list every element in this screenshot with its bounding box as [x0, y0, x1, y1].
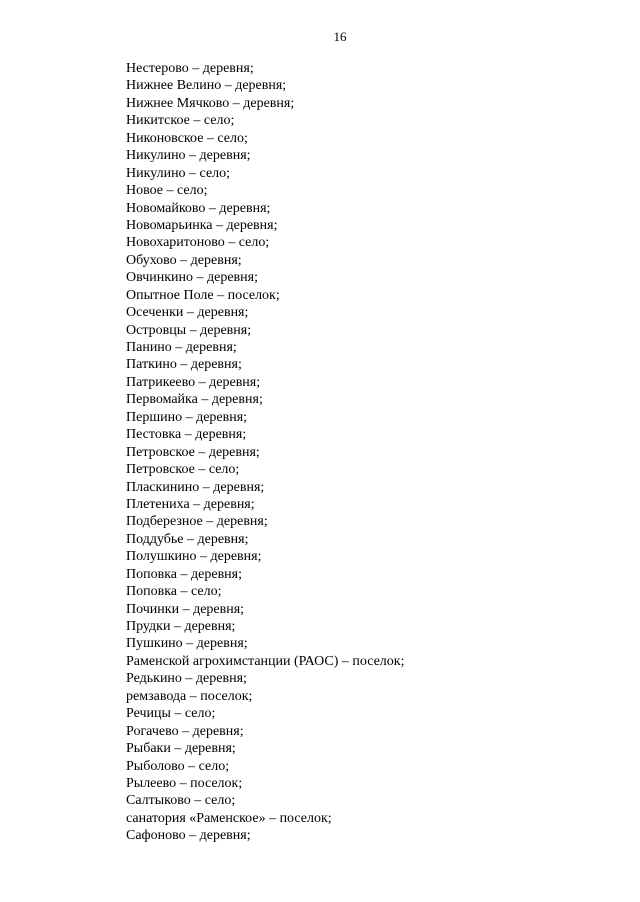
settlement-entry: Поповка – село; — [126, 584, 222, 600]
settlement-entry: Новомарьинка – деревня; — [126, 217, 278, 233]
settlement-entry: Новомайково – деревня; — [126, 200, 271, 216]
settlement-entry: Рогачево – деревня; — [126, 723, 244, 739]
settlement-entry: Пестовка – деревня; — [126, 427, 247, 443]
settlement-entry: Плетениха – деревня; — [126, 496, 255, 512]
settlement-entry: Пушкино – деревня; — [126, 636, 248, 652]
settlement-entry: Нижнее Велино – деревня; — [126, 78, 287, 94]
settlement-entry: Полушкино – деревня; — [126, 549, 262, 565]
settlement-entry: Поддубье – деревня; — [126, 531, 249, 547]
settlement-entry: Никоновское – село; — [126, 130, 248, 146]
settlement-entry: Сафоново – деревня; — [126, 828, 251, 844]
settlement-entry: Раменской агрохимстанции (РАОС) – поселок; — [126, 653, 405, 669]
settlement-entry: Островцы – деревня; — [126, 322, 252, 338]
settlement-list — [126, 60, 404, 845]
settlement-entry: Рылеево – поселок; — [126, 775, 243, 791]
settlement-entry: Пласкинино – деревня; — [126, 479, 265, 495]
settlement-entry: Салтыково – село; — [126, 793, 236, 809]
settlement-entry: Овчинкино – деревня; — [126, 270, 258, 286]
settlement-entry: Патрикеево – деревня; — [126, 374, 261, 390]
settlement-entry: Никитское – село; — [126, 113, 235, 129]
settlement-entry: ремзавода – поселок; — [126, 688, 253, 704]
settlement-entry: Нижнее Мячково – деревня; — [126, 95, 295, 111]
settlement-entry: Рыбаки – деревня; — [126, 741, 236, 757]
settlement-entry: Петровское – деревня; — [126, 444, 260, 460]
settlement-entry: Нестерово – деревня; — [126, 61, 254, 76]
settlement-entry: Новохаритоново – село; — [126, 235, 270, 251]
page-number: 16 — [333, 29, 347, 44]
settlement-entry: Опытное Поле – поселок; — [126, 287, 280, 303]
settlement-entry: санатория «Раменское» – поселок; — [126, 810, 332, 826]
settlement-entry: Паткино – деревня; — [126, 357, 242, 373]
settlement-entry: Речицы – село; — [126, 706, 216, 722]
settlement-entry: Рыболово – село; — [126, 758, 230, 774]
settlement-entry: Осеченки – деревня; — [126, 305, 249, 321]
settlement-entry: Обухово – деревня; — [126, 252, 242, 268]
settlement-entry: Подберезное – деревня; — [126, 514, 268, 530]
settlement-entry: Панино – деревня; — [126, 340, 237, 355]
settlement-entry: Поповка – деревня; — [126, 566, 242, 582]
settlement-entry: Никулино – село; — [126, 165, 231, 181]
settlement-entry: Редькино – деревня; — [126, 671, 247, 687]
settlement-entry: Петровское – село; — [126, 462, 240, 478]
settlement-entry: Прудки – деревня; — [126, 619, 236, 634]
settlement-entry: Починки – деревня; — [126, 601, 245, 617]
settlement-entry: Новое – село; — [126, 183, 208, 199]
settlement-entry: Первомайка – деревня; — [126, 392, 263, 408]
settlement-entry: Никулино – деревня; — [126, 148, 251, 164]
settlement-entry: Першино – деревня; — [126, 409, 248, 425]
